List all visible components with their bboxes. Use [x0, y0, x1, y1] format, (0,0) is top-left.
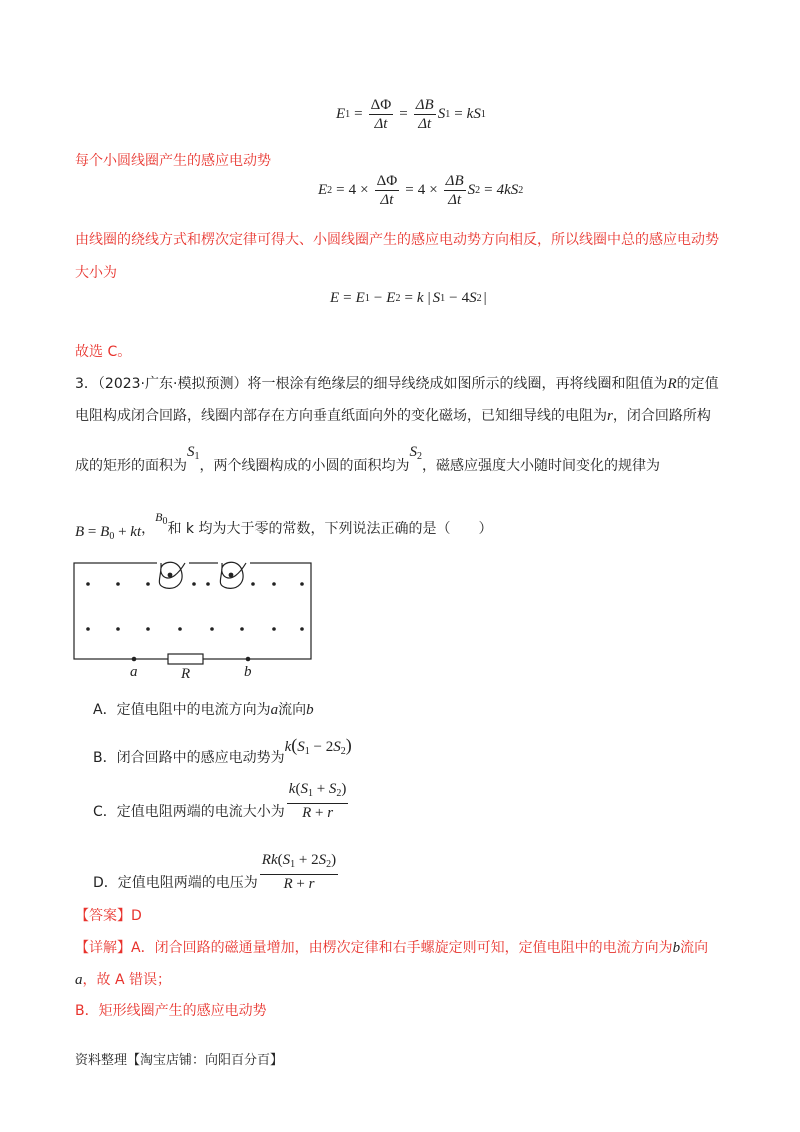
question-source: （2023·广东·模拟预测）	[97, 376, 248, 392]
question-line1: 3．（2023·广东·模拟预测）将一根涂有绝缘层的细导线绕成如图所示的线圈，再将线圈和阻值为R的定值	[75, 376, 719, 392]
field-dot	[168, 573, 173, 578]
node-a	[132, 657, 137, 662]
fraction: $\frac{\Delta B}{\Delta t}$	[445, 173, 464, 208]
equation-e2: E 2 = 4 × $\frac{\Delta\Phi}{\Delta t}$ = 4 × $\frac{\Delta B}{\Delta t}$ S 2 = 4kS 2	[318, 173, 524, 208]
fraction: $\frac{\Delta\Phi}{\Delta t}$	[376, 173, 398, 208]
question-line4: $B = B_0$ + kt，$B_0$和 k 均为大于零的常数，下列说法正确的是（ ）	[75, 510, 493, 542]
question-line3: 成的矩形的面积为$S_1$，两个线圈构成的小圆的面积均为$S_2$，磁感应强度大小随时间变化的规律为	[75, 444, 660, 474]
answer-c-text: 故选 C。	[75, 344, 132, 360]
rectangular-loop	[74, 563, 311, 659]
label-R: R	[181, 666, 191, 682]
question-number: 3．	[75, 376, 98, 392]
option-d[interactable]: D． 定值电阻两端的电压为 $\frac{Rk(S_1 + 2S_2)}{R + r}$	[93, 852, 337, 892]
resistor-R	[168, 654, 203, 664]
node-b	[246, 657, 251, 662]
field-dot	[229, 573, 234, 578]
fraction: $\frac{\Delta B}{\Delta t}$	[415, 97, 434, 132]
direction-paragraph-line1: 由线圈的绕线方式和楞次定律可得大、小圆线圈产生的感应电动势方向相反，所以线圈中总的感应电动势	[75, 232, 719, 248]
equation-e1: E 1 = $\frac{\Delta\Phi}{\Delta t}$ = $\frac{\Delta B}{\Delta t}$ S 1 = kS 1	[336, 97, 486, 132]
option-c[interactable]: C． 定值电阻两端的电流大小为 $\frac{k(S_1 + S_2)}{R + r}$	[93, 781, 347, 821]
direction-paragraph-line2: 大小为	[75, 265, 117, 281]
footer: 资料整理【淘宝店铺：向阳百分百】	[75, 1053, 284, 1068]
eq-sub: 1	[345, 109, 351, 120]
label-a: a	[130, 664, 138, 680]
option-a[interactable]: A． 定值电阻中的电流方向为 a 流向 b	[93, 702, 314, 718]
option-b[interactable]: B． 闭合回路中的感应电动势为 $k(S_1 - 2S_2)$	[93, 734, 352, 766]
detail-line1: 【详解】A．闭合回路的磁通量增加，由楞次定律和右手螺旋定则可知，定值电阻中的电流方向为b流向	[75, 940, 709, 956]
question-line2: 电阻构成闭合回路，线圈内部存在方向垂直纸面向外的变化磁场，已知细导线的电阻为r，闭合回路所构	[75, 408, 711, 424]
magnetic-field-dots	[86, 582, 304, 631]
fraction: $\frac{\Delta\Phi}{\Delta t}$	[370, 97, 392, 132]
detail-line3: B．矩形线圈产生的感应电动势	[75, 1003, 267, 1019]
detail-line2: a，故 A 错误；	[75, 972, 171, 988]
small-coil-emf-text: 每个小圆线圈产生的感应电动势	[75, 153, 271, 169]
coil-circuit-figure	[70, 558, 320, 683]
answer-label: 【答案】D	[75, 908, 142, 924]
label-b: b	[244, 664, 252, 680]
equation-total-emf: E = E 1 − E 2 = k | S 1 − 4 S 2 |	[330, 290, 487, 306]
eq-symbol: E	[336, 106, 346, 122]
